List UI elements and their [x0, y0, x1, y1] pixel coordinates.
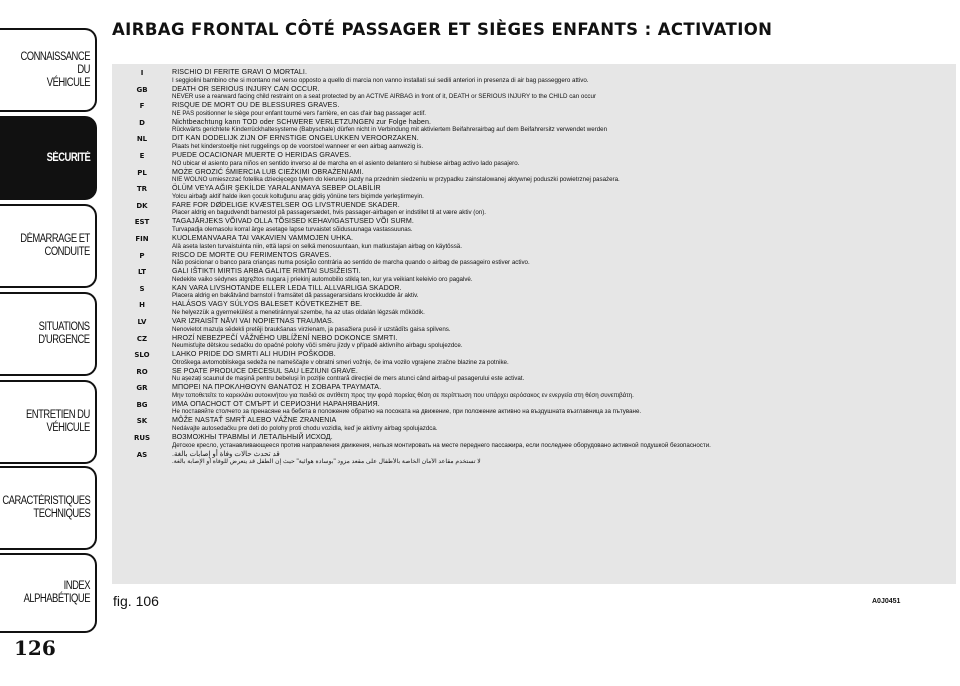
- tab-connaissance-du-vehicule[interactable]: [0, 28, 97, 112]
- warning-row-dk: [112, 201, 956, 218]
- warning-headline: Nichtbeachtung kann TOD oder SCHWERE VERLETZUNGEN zur Folge haben.: [172, 117, 432, 126]
- warning-row-fin: [112, 234, 956, 251]
- tab-entretien-du-vehicule[interactable]: [0, 380, 97, 464]
- warning-headline: MOŻE GROZIĆ ŚMIERCIA LUB CIEŻKIMI OBRAŻENIAMI.: [172, 167, 364, 176]
- warning-text: [172, 184, 956, 201]
- warning-headline: KUOLEMANVAARA TAI VAKAVIEN VAMMOJEN UHKA.: [172, 233, 354, 242]
- warning-row-nl: [112, 134, 956, 151]
- warning-text: [172, 450, 956, 467]
- warning-instruction: Placer aldrig en bagudvendt barnestol på passagersædet, hvis passager-airbagen er indstillet til at være aktiv (on).: [172, 209, 487, 217]
- language-code: GB: [136, 85, 148, 94]
- warning-instruction: Ne helyezzük a gyermekülést a menetiránnyal szembe, ha az utas oldalán légzsák működik.: [172, 308, 425, 316]
- warning-text: [172, 217, 956, 234]
- tab-label: ENTRETIEN DU VÉHICULE: [26, 409, 90, 434]
- warning-instruction: Otroškega avtomobilskega sedeža ne nameščajte v obratni smeri vožnje, če ima vozilo vgrajene zračne blazine za potnike.: [172, 358, 509, 366]
- warning-headline: PUEDE OCACIONAR MUERTE O HERIDAS GRAVES.: [172, 150, 352, 159]
- warning-row-rus: [112, 433, 956, 450]
- warning-text: [172, 85, 956, 102]
- language-code: SK: [136, 417, 148, 426]
- warning-instruction: Älä aseta lasten turvaistuinta niin, että lapsi on selkä menosuuntaan, kun matkustajan airbag on käytössä.: [172, 242, 462, 250]
- warning-row-cz: [112, 334, 956, 351]
- language-code: NL: [136, 135, 148, 144]
- warning-instruction: NO ubicar el asiento para niños en sentido inverso al de marcha en el asiento delantero si hubiese airbag activo lado pasajero.: [172, 159, 520, 167]
- warning-headline: DIT KAN DODELIJK ZIJN OF ERNSTIGE ONGELUKKEN VEROORZAKEN.: [172, 134, 419, 143]
- warning-headline: DEATH OR SERIOUS INJURY CAN OCCUR.: [172, 84, 320, 93]
- warning-text: [172, 134, 956, 151]
- language-code: D: [139, 118, 145, 127]
- tab-securite[interactable]: [0, 116, 97, 200]
- language-code: AS: [136, 450, 148, 459]
- warning-row-bg: [112, 400, 956, 417]
- warning-headline: SE POATE PRODUCE DECESUL SAU LEZIUNI GRAVE.: [172, 366, 358, 375]
- tab-index-alphabetique[interactable]: [0, 553, 97, 633]
- warning-instruction: Nedávajte autosedačku pre deti do polohy proti chodu vozidla, keď je aktívny airbag spolujazdca.: [172, 425, 438, 433]
- page-title: AIRBAG FRONTAL CÔTÉ PASSAGER ET SIÈGES ENFANTS : ACTIVATION: [112, 20, 773, 39]
- warning-row-gr: [112, 383, 956, 400]
- warning-row-ro: [112, 367, 956, 384]
- warning-headline: VAR IZRAISĪT NĀVI VAI NOPIETNAS TRAUMAS.: [172, 316, 334, 325]
- warning-row-e: [112, 151, 956, 168]
- language-code: P: [139, 251, 145, 260]
- warning-text: [172, 251, 956, 268]
- warning-headline: ΜΠΟΡΕΙ ΝΑ ΠΡΟΚΛΗΘΟΥΝ ΘΑΝΑΤΟΣ Η ΣΟΒΑΡΑ ΤΡΑΥΜΑΤΑ.: [172, 383, 382, 392]
- warning-text: [172, 101, 956, 118]
- warning-row-gb: [112, 85, 956, 102]
- language-code: FIN: [135, 234, 149, 243]
- language-code: BG: [136, 400, 148, 409]
- language-code: F: [139, 102, 145, 111]
- language-code: RO: [136, 367, 148, 376]
- warning-instruction: NEVER use a rearward facing child restraint on a seat protected by an ACTIVE AIRBAG in front of it, DEATH or SERIOUS INJURY to the CHILD can occur: [172, 93, 597, 101]
- tab-label: CONNAISSANCE DU VÉHICULE: [20, 50, 90, 89]
- language-code: I: [140, 69, 144, 77]
- warning-instruction: Neumisťujte dětskou sedačku do opačné polohy vůči směru jízdy v případě aktivního airbagu spolujezdce.: [172, 342, 463, 350]
- warning-text: [172, 234, 956, 251]
- warning-instruction: Nedekite vaiko sėdynes atgręžtos nugara į priekinį automobilio stiklą ten, kur yra veikiant keleivio oro pagalvė.: [172, 275, 473, 283]
- warning-instruction: Nenovietot mazuļa sēdekli pretēji braukšanas virzienam, ja pasažiera pusē ir uzstādīts gaisa spilvens.: [172, 325, 451, 333]
- airbag-warning-label: [112, 64, 956, 584]
- warning-headline: HROZÍ NEBEZPEČÍ VÁŽNÉHO UBLÍŽENÍ NEBO DOKONCE SMRTI.: [172, 333, 398, 342]
- warning-text: [172, 400, 956, 417]
- warning-text: [172, 267, 956, 284]
- warning-row-h: [112, 300, 956, 317]
- warning-headline: MÔŽE NASTAŤ SMRŤ ALEBO VÁŽNE ZRANENIA: [172, 416, 337, 425]
- language-code: LT: [137, 268, 147, 277]
- warning-headline: RISCO DE MORTE OU FERIMENTOS GRAVES.: [172, 250, 332, 259]
- warning-row-d: [112, 118, 956, 135]
- warning-headline: LAHKO PRIDE DO SMRTI ALI HUDIH POŠKODB.: [172, 350, 336, 359]
- warning-instruction: NIE WOLNO umieszczać fotelika dziecięcego tyłem do kierunku jazdy na przednim siedzeniu w przypadku zainstalowanej aktywnej poduszki powietrznej pasażera.: [172, 176, 620, 184]
- warning-row-sk: [112, 416, 956, 433]
- language-code: S: [139, 284, 145, 293]
- warning-instruction: Детское кресло, устанавливающееся против направления движения, нельзя монтировать на месте переднего пассажира, если последнее оборудовано активной подушкой безопасности.: [172, 441, 711, 449]
- warning-text: [172, 317, 956, 334]
- warning-text: [172, 433, 956, 450]
- warning-headline: ИМА ОПАСНОСТ ОТ СМЪРТ И СЕРИОЗНИ НАРАНЯВАНИЯ.: [172, 399, 380, 408]
- tab-demarrage-et-conduite[interactable]: [0, 204, 97, 288]
- warning-text: [172, 416, 956, 433]
- tab-label: DÉMARRAGE ET CONDUITE: [20, 233, 90, 258]
- warning-instruction: NE PAS positionner le siège pour enfant tourné vers l'arrière, en cas d'air bag passager actif.: [172, 109, 427, 117]
- warning-text: [172, 68, 956, 85]
- warning-headline: ВОЗМОЖНЫ ТРАВМЫ И ЛЕТАЛЬНЫЙ ИСХОД.: [172, 433, 333, 442]
- warning-headline: KAN VARA LIVSHOTANDE ELLER LEDA TILL ALLVARLIGA SKADOR.: [172, 283, 402, 292]
- language-code: LV: [137, 317, 147, 326]
- warning-row-as: [112, 450, 956, 467]
- warning-row-tr: [112, 184, 956, 201]
- warning-headline: RISQUE DE MORT OU DE BLESSURES GRAVES.: [172, 101, 340, 110]
- warning-text: [172, 334, 956, 351]
- warning-headline: قد تحدث حالات وفاة أو إصابات بالغة.: [172, 449, 280, 458]
- warning-headline: TAGAJÄRJEKS VÕIVAD OLLA TÕSISED KEHAVIGASTUSED VÕI SURM.: [172, 217, 414, 226]
- language-code: SLO: [134, 351, 150, 360]
- warning-text: [172, 168, 956, 185]
- warning-instruction: Não posicionar o banco para crianças numa posição contrária ao sentido de marcha quando o airbag de passageiro estiver activo.: [172, 259, 530, 267]
- warning-text: [172, 201, 956, 218]
- warning-instruction: Rückwärts gerichtete Kinderrückhaltesysteme (Babyschale) dürfen nicht in Verbindung mit aktiviertem Beifahrerairbag auf dem Beifahrersitz verwendet werden: [172, 126, 608, 134]
- warning-text: [172, 151, 956, 168]
- warning-text: [172, 118, 956, 135]
- warning-row-f: [112, 101, 956, 118]
- warning-headline: GALI IŠTIKTI MIRTIS ARBA GALITE RIMTAI SUSIŽEISTI.: [172, 267, 361, 276]
- warning-text: [172, 383, 956, 400]
- warning-text: [172, 350, 956, 367]
- warning-instruction: Nu așezați scaunul de mașină pentru bebeluși în poziție contrară direcției de mers atunci când airbag-ul pasagerului este activat.: [172, 375, 525, 383]
- warning-text: [172, 300, 956, 317]
- page-number: 126: [14, 636, 56, 660]
- warning-instruction: Yolcu airbağı aktif halde iken çocuk koltuğunu araç gidiş yönüne ters biçimde yerleştirmeyin.: [172, 192, 424, 200]
- warning-instruction: Μην τοποθετείτε το καρεκλάκι αυτοκινήτου για παιδιά σε αντίθετη προς την φορά πορείας θέση σε περίπτωση που υπάρχει αερόσακος εν ενεργεία στη θέση συνεπιβάτη.: [172, 391, 634, 399]
- tab-caracteristiques-techniques[interactable]: [0, 466, 97, 550]
- tab-label: CARACTÉRISTIQUES TECHNIQUES: [1, 495, 90, 520]
- tab-label: SÉCURITÉ: [46, 151, 90, 164]
- warning-headline: HALÁSOS VAGY SÚLYOS BALESET KÖVETKEZHET BE.: [172, 300, 363, 309]
- warning-text: [172, 284, 956, 301]
- warning-headline: ÖLÜM VEYA AĞIR ŞEKİLDE YARALANMAYA SEBEP OLABİLİR: [172, 184, 381, 193]
- warning-text: [172, 367, 956, 384]
- language-code: RUS: [133, 434, 151, 443]
- tab-situations-d-urgence[interactable]: [0, 292, 97, 376]
- warning-row-slo: [112, 350, 956, 367]
- warning-row-i: [112, 68, 956, 85]
- warning-row-lv: [112, 317, 956, 334]
- figure-reference: A0J0451: [872, 598, 901, 605]
- warning-row-est: [112, 217, 956, 234]
- warning-headline: RISCHIO DI FERITE GRAVI O MORTALI.: [172, 68, 308, 76]
- language-code: E: [139, 151, 145, 160]
- language-code: H: [139, 301, 145, 310]
- language-code: PL: [137, 168, 147, 177]
- warning-row-s: [112, 284, 956, 301]
- figure-caption: fig. 106: [113, 593, 159, 609]
- language-code: GR: [136, 384, 148, 393]
- language-code: EST: [134, 218, 150, 227]
- warning-instruction: Plaats het kinderstoeltje niet ruggelings op de voorstoel wanneer er een airbag aanwezig is.: [172, 142, 424, 150]
- warning-row-pl: [112, 168, 956, 185]
- warning-row-p: [112, 251, 956, 268]
- tab-label: SITUATIONS D'URGENCE: [38, 321, 90, 346]
- chapter-sidebar: [0, 0, 100, 686]
- language-code: TR: [136, 185, 148, 194]
- warning-row-lt: [112, 267, 956, 284]
- warning-instruction: Turvapadja olemasolu korral ärge asetage lapse turvaistet sõidusuunaga vastassuunas.: [172, 225, 413, 233]
- warning-instruction: Не поставяйте столчето за пренасяне на бебета в положение обратно на посоката на движение, при положение активно на въздушната възглавница за пътуване.: [172, 408, 642, 416]
- warning-instruction: I seggiolini bambino che si montano nel verso opposto a quello di marcia non vanno installati sui sedili anteriori in presenza di air bag passeggero attivo.: [172, 76, 589, 84]
- warning-instruction: Placera aldrig en bakåtvänd barnstol i framsätet då passagerarsidans krockkudde är aktiv.: [172, 292, 419, 300]
- warning-headline: FARE FOR DØDELIGE KVÆSTELSER OG LIVSTRUENDE SKADER.: [172, 200, 400, 209]
- warning-instruction: لا تستخدم مقاعد الأمان الخاصة بالأطفال على مقعد مزود "بوسادة هوائية" حيث إن الطفل قد يتعرض للوفاة أو الإصابة بالغة.: [172, 458, 481, 466]
- tab-label: INDEX ALPHABÉTIQUE: [23, 580, 90, 605]
- language-code: CZ: [136, 334, 148, 343]
- language-code: DK: [136, 201, 148, 210]
